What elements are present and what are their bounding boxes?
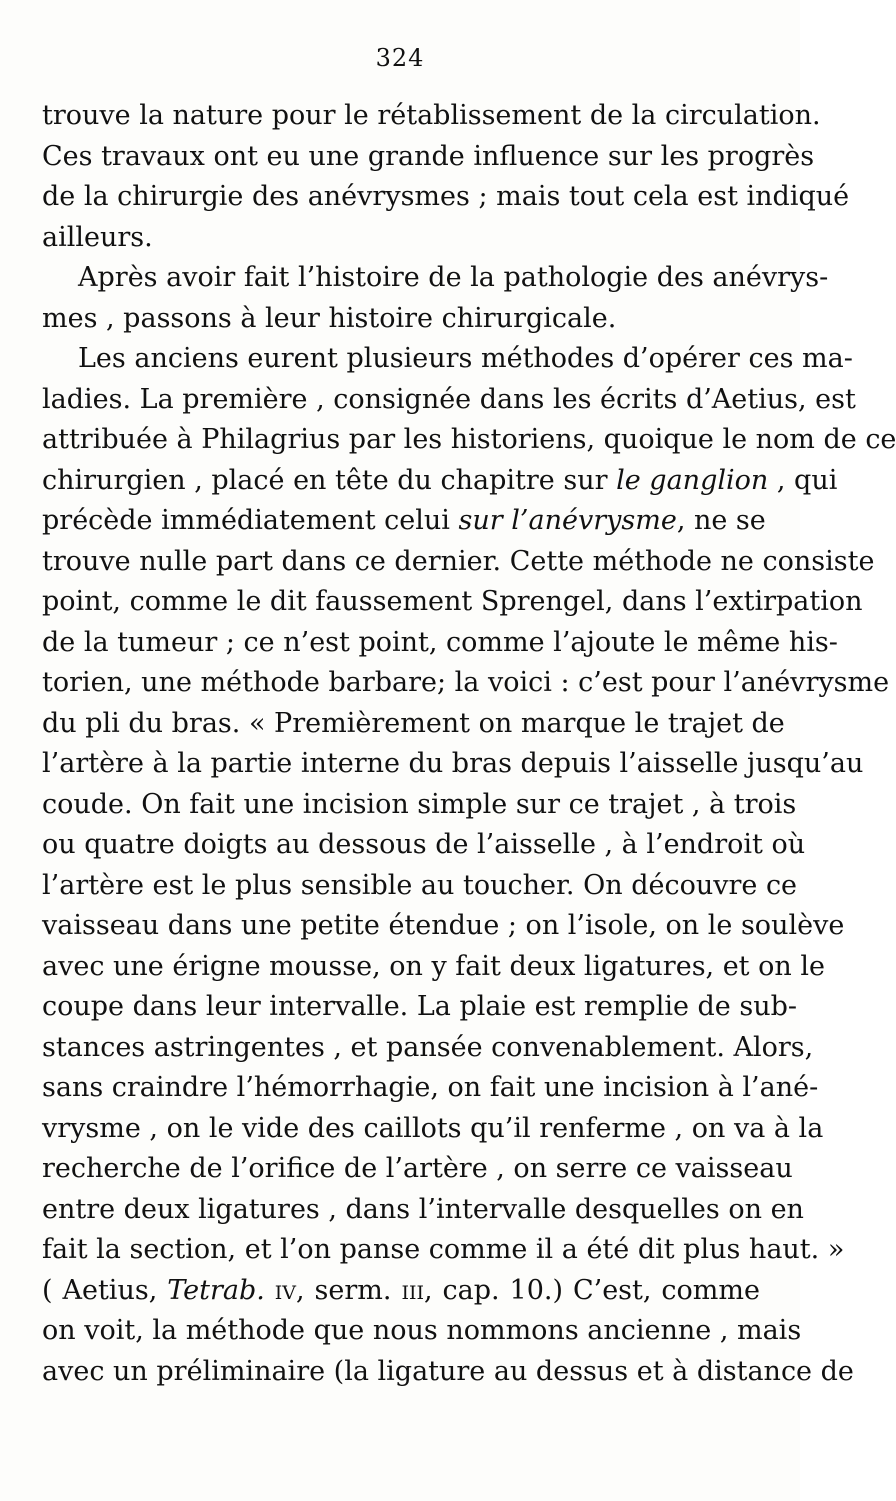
- text-segment: Les anciens eurent plusieurs méthodes d’opérer ces ma-: [78, 343, 853, 374]
- text-line: [42, 218, 760, 259]
- text-segment: l’artère à la partie interne du bras depuis l’aisselle jusqu’au: [42, 748, 864, 779]
- text-segment: , ne se: [676, 505, 766, 536]
- text-segment: ladies. La première , consignée dans les écrits d’Aetius, est: [42, 383, 856, 415]
- text-segment: Ces travaux ont eu une grande influence sur les progrès: [42, 140, 815, 172]
- text-line: [42, 501, 766, 542]
- roman-numeral: iv: [274, 1274, 297, 1306]
- body-text: [42, 96, 896, 1392]
- text-line: [42, 380, 856, 421]
- text-line: [42, 1028, 814, 1069]
- text-segment: ailleurs.: [42, 221, 153, 253]
- text-segment: trouve nulle part dans ce dernier. Cette méthode ne consiste: [42, 545, 875, 577]
- text-line: [42, 866, 798, 907]
- text-line: [42, 947, 825, 988]
- text-segment: , serm.: [296, 1274, 402, 1306]
- text-segment: on voit, la méthode que nous nommons ancienne , mais: [42, 1315, 802, 1346]
- text-segment: de la chirurgie des anévrysmes ; mais tout cela est indiqué: [42, 181, 850, 212]
- text-line: [42, 1068, 819, 1109]
- text-line: [42, 1311, 802, 1352]
- text-line: [42, 1109, 824, 1150]
- text-line: [42, 96, 821, 137]
- text-line: [42, 420, 896, 461]
- text-line: [42, 177, 850, 218]
- text-segment: mes , passons à leur histoire chirurgicale.: [42, 302, 617, 334]
- text-line: [42, 825, 806, 866]
- italic-text: Tetrab.: [167, 1274, 265, 1306]
- text-segment: [265, 1275, 275, 1306]
- text-segment: recherche de l’orifice de l’artère , on serre ce vaisseau: [42, 1153, 793, 1184]
- text-segment: coude. On fait une incision simple sur ce trajet , à trois: [42, 788, 797, 820]
- text-segment: coupe dans leur intervalle. La plaie est remplie de sub-: [42, 991, 798, 1022]
- text-line: [42, 542, 875, 583]
- italic-text: le ganglion: [616, 464, 769, 496]
- italic-text: sur l’anévrysme: [458, 505, 677, 536]
- text-line: [42, 785, 797, 826]
- text-segment: ( Aetius,: [42, 1274, 168, 1306]
- text-segment: entre deux ligatures , dans l’intervalle desquelles on en: [42, 1193, 804, 1225]
- text-line: [42, 1149, 793, 1190]
- text-segment: , cap. 10.) C’est, comme: [423, 1274, 760, 1306]
- text-line: [42, 582, 863, 623]
- text-line: [42, 1271, 760, 1312]
- text-segment: de la tumeur ; ce n’est point, comme l’ajoute le même his-: [42, 626, 838, 658]
- text-segment: ou quatre doigts au dessous de l’aisselle , à l’endroit où: [42, 829, 806, 860]
- text-segment: fait la section, et l’on panse comme il a été dit plus haut. »: [42, 1234, 845, 1265]
- text-segment: point, comme le dit faussement Sprengel, dans l’extirpation: [42, 586, 863, 617]
- text-segment: l’artère est le plus sensible au toucher. On découvre ce: [42, 869, 798, 901]
- text-line: [42, 704, 785, 745]
- roman-numeral: iii: [401, 1274, 424, 1306]
- text-segment: avec un préliminaire (la ligature au dessus et à distance de: [42, 1355, 854, 1387]
- text-line: [42, 744, 864, 785]
- text-line: [42, 987, 798, 1028]
- text-segment: sans craindre l’hémorrhagie, on fait une incision à l’ané-: [42, 1072, 819, 1103]
- text-line: [42, 663, 890, 704]
- text-segment: torien, une méthode barbare; la voici : c’est pour l’anévrysme: [42, 667, 890, 698]
- text-segment: du pli du bras. « Premièrement on marque le trajet de: [42, 707, 785, 739]
- text-segment: avec une érigne mousse, on y fait deux ligatures, et on le: [42, 950, 825, 982]
- text-line: [42, 623, 838, 664]
- text-segment: , qui: [768, 464, 838, 496]
- text-segment: Après avoir fait l’histoire de la pathologie des anévrys-: [78, 262, 829, 293]
- text-segment: vaisseau dans une petite étendue ; on l’isole, on le soulève: [42, 910, 845, 941]
- text-segment: attribuée à Philagrius par les historiens, quoique le nom de ce: [42, 424, 896, 455]
- text-line: [42, 299, 760, 340]
- text-line: [42, 461, 838, 502]
- text-line: [42, 1190, 804, 1231]
- text-line: [42, 906, 845, 947]
- text-line: [42, 258, 829, 299]
- text-segment: précède immédiatement celui: [42, 505, 459, 536]
- text-segment: chirurgien , placé en tête du chapitre sur: [42, 464, 617, 496]
- text-segment: stances astringentes , et pansée convenablement. Alors,: [42, 1031, 814, 1063]
- text-line: [42, 137, 815, 178]
- page-number: 324: [375, 44, 425, 72]
- text-line: [42, 339, 853, 380]
- text-segment: trouve la nature pour le rétablissement de la circulation.: [42, 100, 821, 131]
- text-line: [42, 1230, 845, 1271]
- text-segment: vrysme , on le vide des caillots qu’il renferme , on va à la: [42, 1112, 824, 1144]
- text-line: [42, 1352, 854, 1393]
